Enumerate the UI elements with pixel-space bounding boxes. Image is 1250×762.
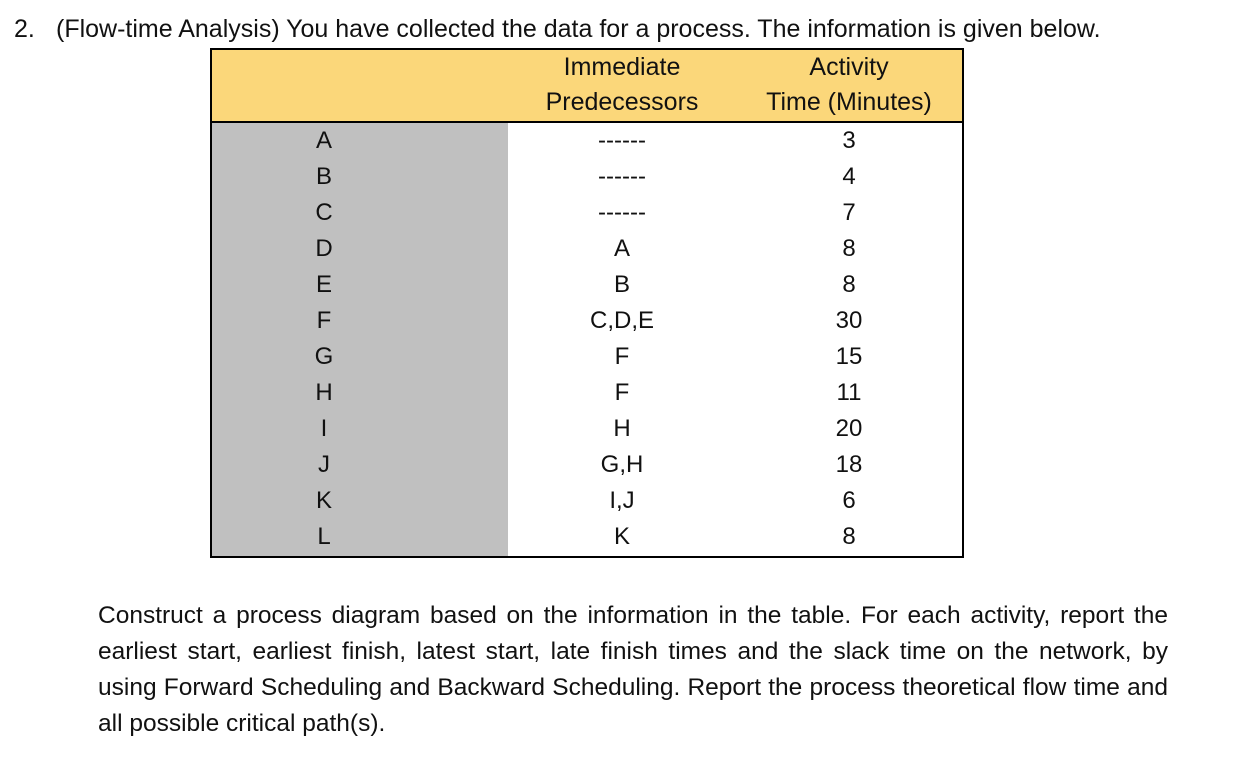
cell-activity: I [320, 415, 328, 442]
table-row [212, 123, 962, 159]
cell-time: 30 [835, 307, 863, 334]
table-body [212, 123, 962, 555]
table-row [212, 375, 962, 411]
cell-activity: K [315, 487, 332, 514]
cell-time: 18 [835, 451, 863, 478]
cell-activity: E [315, 271, 332, 298]
cell-time: 8 [842, 235, 856, 262]
table-row [212, 159, 962, 195]
question-number: 2. [14, 15, 35, 43]
process-data-table [210, 48, 964, 558]
cell-predecessors: A [613, 235, 630, 262]
cell-time: 8 [842, 271, 856, 298]
cell-predecessors: ------ [598, 199, 646, 226]
table-header [212, 50, 962, 123]
header-predecessors [508, 50, 736, 121]
cell-time: 7 [842, 199, 856, 226]
cell-activity: L [317, 523, 331, 550]
cell-predecessors: K [613, 523, 630, 550]
header-time-line2: Time (Minutes) [766, 88, 932, 116]
table-row [212, 483, 962, 519]
cell-time: 15 [835, 343, 863, 370]
cell-predecessors: F [614, 343, 630, 370]
cell-predecessors: ------ [598, 127, 646, 154]
cell-activity: B [315, 163, 332, 190]
cell-activity: F [316, 307, 332, 334]
cell-predecessors: H [613, 415, 631, 442]
table-row [212, 303, 962, 339]
cell-activity: D [315, 235, 333, 262]
header-time-line1: Activity [809, 53, 889, 81]
table-row [212, 519, 962, 555]
cell-predecessors: C,D,E [589, 307, 654, 334]
table-row [212, 267, 962, 303]
cell-activity: H [315, 379, 333, 406]
table-row [212, 231, 962, 267]
instructions-paragraph: Construct a process diagram based on the information in the table. For each activity, report the earliest start, earliest finish, latest start, late finish times and the slack time on the network, by using Forward Scheduling and Backward Scheduling. Report the process theoretical flow time and all possible critical path(s). [98, 602, 1168, 737]
cell-activity: A [315, 127, 332, 154]
question-heading [14, 12, 1101, 46]
cell-time: 6 [842, 487, 856, 514]
cell-predecessors: G,H [600, 451, 644, 478]
header-activity-time [736, 50, 962, 121]
cell-time: 3 [842, 127, 856, 154]
cell-activity: J [318, 451, 330, 478]
cell-predecessors: ------ [598, 163, 646, 190]
cell-time: 8 [842, 523, 856, 550]
header-activity [212, 50, 508, 121]
cell-predecessors: F [614, 379, 630, 406]
cell-time: 11 [836, 379, 862, 406]
header-predecessors-line1: Immediate [563, 53, 681, 81]
question-text: (Flow-time Analysis) You have collected the data for a process. The information is given below. [56, 15, 1101, 43]
cell-predecessors: I,J [609, 487, 635, 514]
table-row [212, 195, 962, 231]
header-predecessors-line2: Predecessors [545, 88, 699, 116]
table-row [212, 447, 962, 483]
cell-activity: G [314, 343, 334, 370]
cell-activity: C [315, 199, 333, 226]
cell-predecessors: B [613, 271, 630, 298]
table-row [212, 339, 962, 375]
table-row [212, 411, 962, 447]
cell-time: 20 [835, 415, 863, 442]
cell-time: 4 [842, 163, 856, 190]
